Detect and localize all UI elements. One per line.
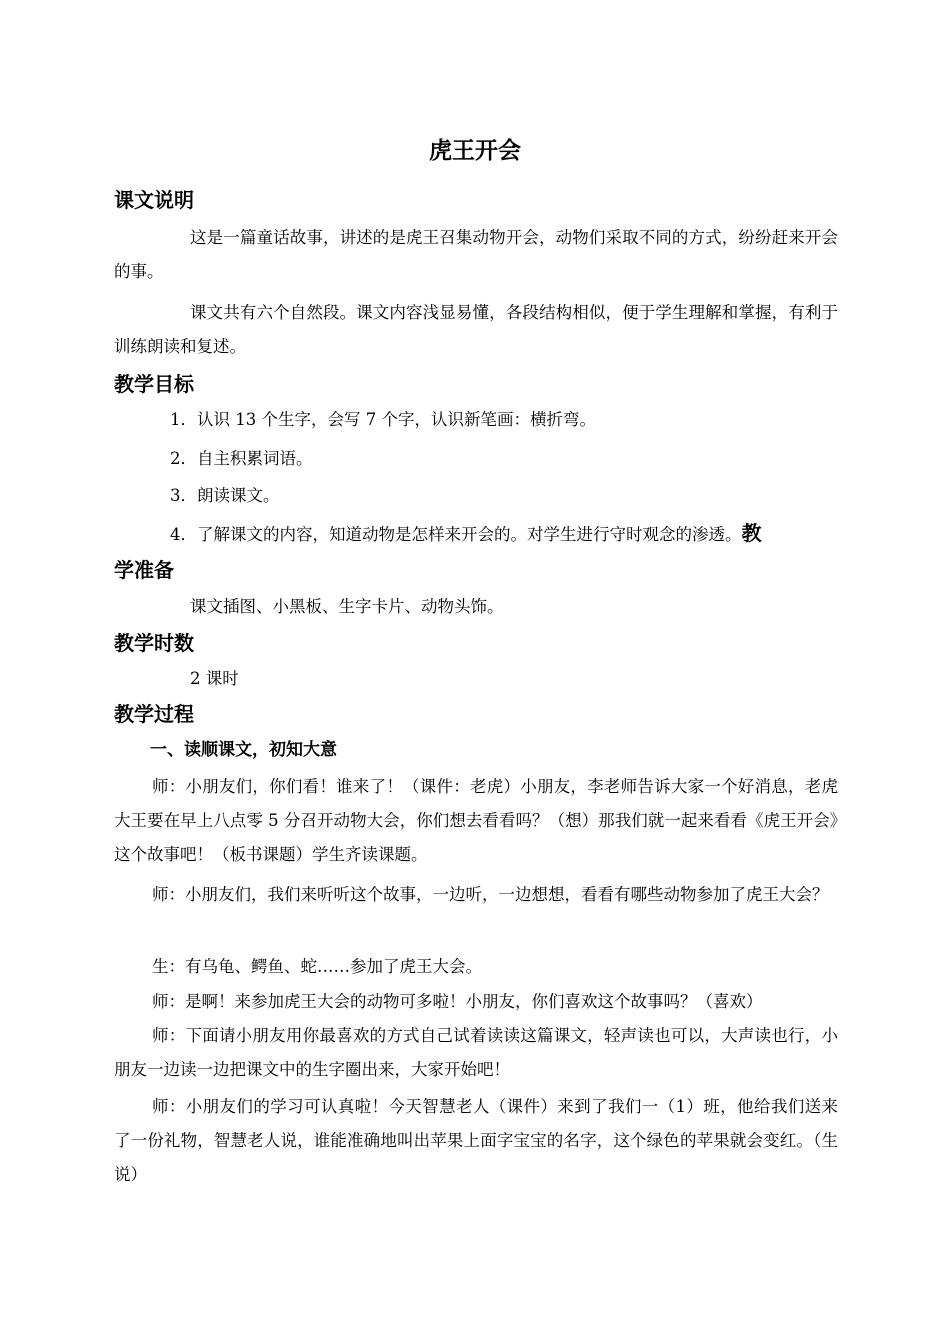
heading-lesson-description: 课文说明 xyxy=(114,188,194,212)
heading-teaching-goals: 教学目标 xyxy=(114,372,194,396)
heading-teaching-process: 教学过程 xyxy=(114,702,194,726)
goal-item-4 xyxy=(170,518,762,550)
process-paragraph-5: 师：下面请小朋友用你最喜欢的方式自己试着读读这篇课文，轻声读也可以，大声读也行，小朋友一边读一边把课文中的生字圈出来，大家开始吧！ xyxy=(114,1026,838,1079)
teaching-hours-text: 2 课时 xyxy=(190,669,239,688)
process-paragraph-4: 师：是啊！来参加虎王大会的动物可多啦！小朋友，你们喜欢这个故事吗？（喜欢） xyxy=(152,992,763,1011)
document-title: 虎王开会 xyxy=(429,138,521,164)
heading-teaching-hours: 教学时数 xyxy=(114,631,194,655)
process-paragraph-6: 师：小朋友们的学习可认真啦！今天智慧老人（课件）来到了我们一（1）班，他给我们送来了一份礼物，智慧老人说，谁能准确地叫出苹果上面字宝宝的名字，这个绿色的苹果就会变红。（生说） xyxy=(114,1097,838,1184)
process-paragraph-3: 生：有乌龟、鳄鱼、蛇……参加了虎王大会。 xyxy=(152,957,482,976)
process-paragraph-1: 师：小朋友们，你们看！谁来了！（课件：老虎）小朋友，李老师告诉大家一个好消息，老虎大王要在早上八点零 5 分召开动物大会，你们想去看看吗？（想）那我们就一起来看看《虎王开会》这个故事吧！（板书课题）学生齐读课题。 xyxy=(114,777,838,864)
goal-item-1: 1．认识 13 个生字，会写 7 个字，认识新笔画：横折弯。 xyxy=(170,410,596,429)
heading-preparation-part-a: 教 xyxy=(741,521,762,545)
goal-item-2: 2．自主积累词语。 xyxy=(170,449,313,468)
goal-item-4-text: 4．了解课文的内容，知道动物是怎样来开会的。对学生进行守时观念的渗透。 xyxy=(170,525,742,544)
lesson-description-paragraph-1: 这是一篇童话故事，讲述的是虎王召集动物开会，动物们采取不同的方式，纷纷赶来开会的事。 xyxy=(114,228,838,281)
heading-preparation-part-b: 学准备 xyxy=(114,558,174,582)
process-subheading: 一、读顺课文，初知大意 xyxy=(150,740,337,760)
preparation-text: 课文插图、小黑板、生字卡片、动物头饰。 xyxy=(190,597,504,616)
lesson-description-paragraph-2: 课文共有六个自然段。课文内容浅显易懂，各段结构相似，便于学生理解和掌握，有利于训练朗读和复述。 xyxy=(114,303,838,356)
process-paragraph-2: 师：小朋友们，我们来听听这个故事，一边听，一边想想，看看有哪些动物参加了虎王大会？ xyxy=(152,885,829,904)
goal-item-3: 3．朗读课文。 xyxy=(170,486,280,505)
